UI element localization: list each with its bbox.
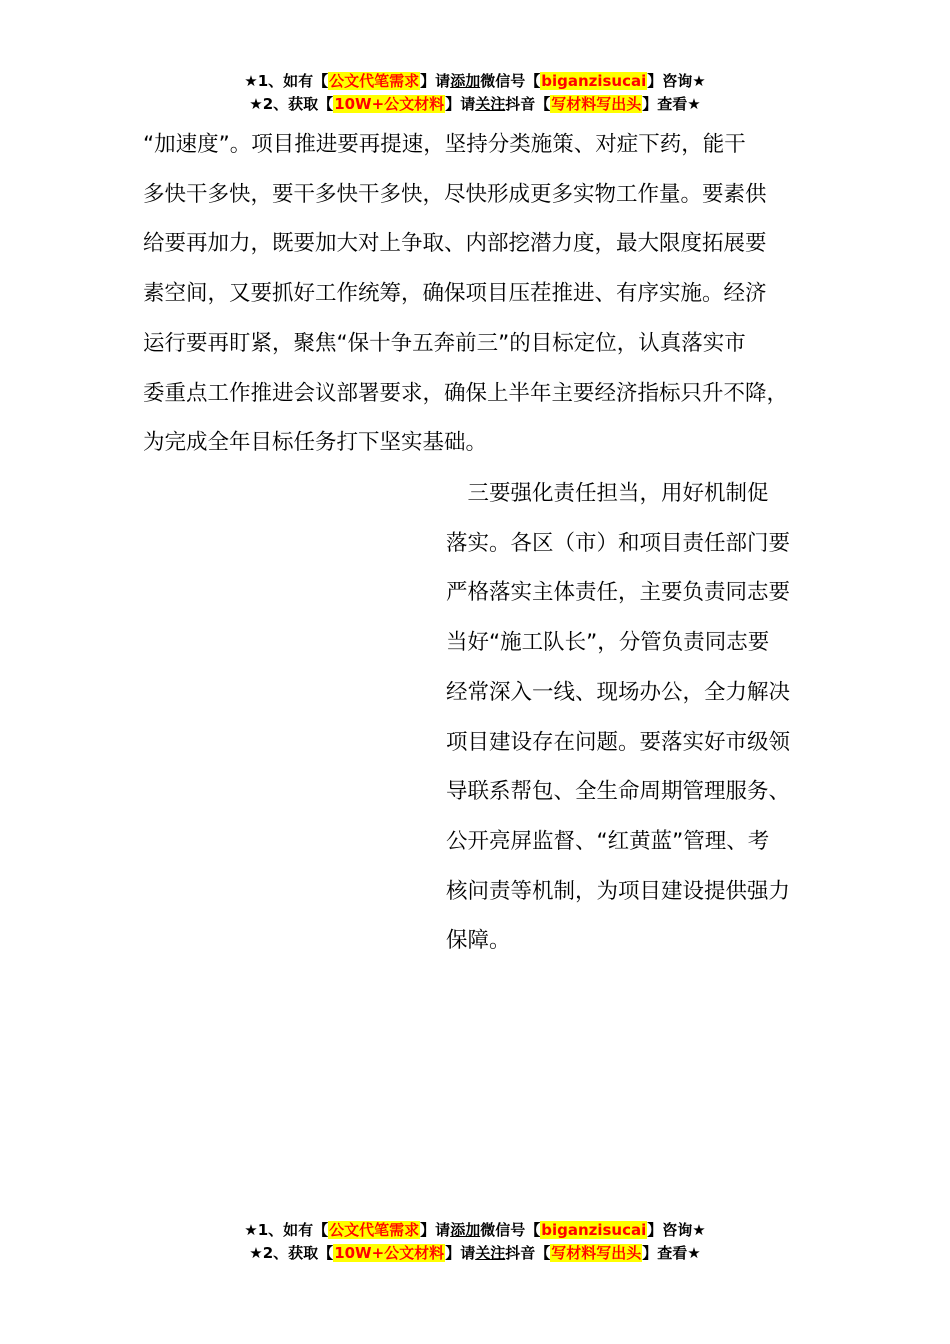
- banner-text: ★2、获取【: [249, 1244, 334, 1262]
- banner-highlight: 写材料写出头: [551, 95, 642, 113]
- banner-text: 】请: [445, 1244, 476, 1262]
- banner-text: 】查看★: [642, 95, 701, 113]
- banner-text: 】请: [420, 72, 451, 90]
- column-line: 导联系帮包、全生命周期管理服务、: [446, 779, 791, 805]
- banner-line-2: [0, 93, 950, 116]
- column-paragraph: [446, 469, 826, 966]
- banner-line-1: [0, 1219, 950, 1242]
- body-line: 给要再加力，既要加大对上争取、内部挖潜力度，最大限度拓展要: [143, 231, 767, 257]
- banner-highlight: biganzisucai: [541, 1221, 647, 1239]
- banner-text: 微信号【: [480, 1221, 541, 1239]
- column-line: 三要强化责任担当，用好机制促: [446, 481, 769, 506]
- column-line: 公开亮屏监督、“红黄蓝”管理、考: [446, 828, 770, 854]
- column-line: 项目建设存在问题。要落实好市级领: [446, 729, 791, 755]
- banner-text: ★1、如有【: [244, 72, 329, 90]
- body-paragraph: [143, 120, 843, 468]
- column-line: 当好“施工队长”，分管负责同志要: [446, 630, 770, 656]
- banner-highlight: 写材料写出头: [551, 1244, 642, 1262]
- banner-underline: 添加: [450, 72, 481, 90]
- top-banner: [0, 70, 950, 116]
- column-line: 核问责等机制，为项目建设提供强力: [446, 878, 791, 904]
- banner-text: 】请: [445, 95, 476, 113]
- column-line: 严格落实主体责任，主要负责同志要: [446, 580, 791, 606]
- banner-text: 抖音【: [505, 1244, 551, 1262]
- banner-underline: 添加: [450, 1221, 481, 1239]
- column-line: 经常深入一线、现场办公，全力解决: [446, 679, 791, 705]
- banner-line-1: [0, 70, 950, 93]
- banner-text: 】查看★: [642, 1244, 701, 1262]
- banner-highlight: 公文代笔需求: [329, 72, 420, 90]
- body-line: 为完成全年目标任务打下坚实基础。: [143, 430, 488, 456]
- body-line: “加速度”。项目推进要再提速，坚持分类施策、对症下药，能干: [143, 132, 746, 157]
- body-line: 委重点工作推进会议部署要求，确保上半年主要经济指标只升不降，: [143, 380, 789, 406]
- banner-text: 】请: [420, 1221, 451, 1239]
- bottom-banner: [0, 1219, 950, 1265]
- banner-text: 】咨询★: [647, 72, 706, 90]
- banner-text: 微信号【: [480, 72, 541, 90]
- column-line: 落实。各区（市）和项目责任部门要: [446, 530, 791, 556]
- banner-underline: 关注: [475, 1244, 506, 1262]
- column-line: 保障。: [446, 928, 511, 954]
- banner-text: ★2、获取【: [249, 95, 334, 113]
- banner-text: ★1、如有【: [244, 1221, 329, 1239]
- banner-highlight: 10W+公文材料: [334, 1244, 445, 1262]
- banner-underline: 关注: [475, 95, 506, 113]
- banner-line-2: [0, 1242, 950, 1265]
- banner-text: 】咨询★: [647, 1221, 706, 1239]
- banner-highlight: biganzisucai: [541, 72, 647, 90]
- banner-highlight: 公文代笔需求: [329, 1221, 420, 1239]
- banner-highlight: 10W+公文材料: [334, 95, 445, 113]
- body-line: 运行要再盯紧，聚焦“保十争五奔前三”的目标定位，认真落实市: [143, 330, 746, 356]
- banner-text: 抖音【: [505, 95, 551, 113]
- body-line: 多快干多快，要干多快干多快，尽快形成更多实物工作量。要素供: [143, 181, 767, 207]
- body-line: 素空间，又要抓好工作统筹，确保项目压茬推进、有序实施。经济: [143, 281, 767, 307]
